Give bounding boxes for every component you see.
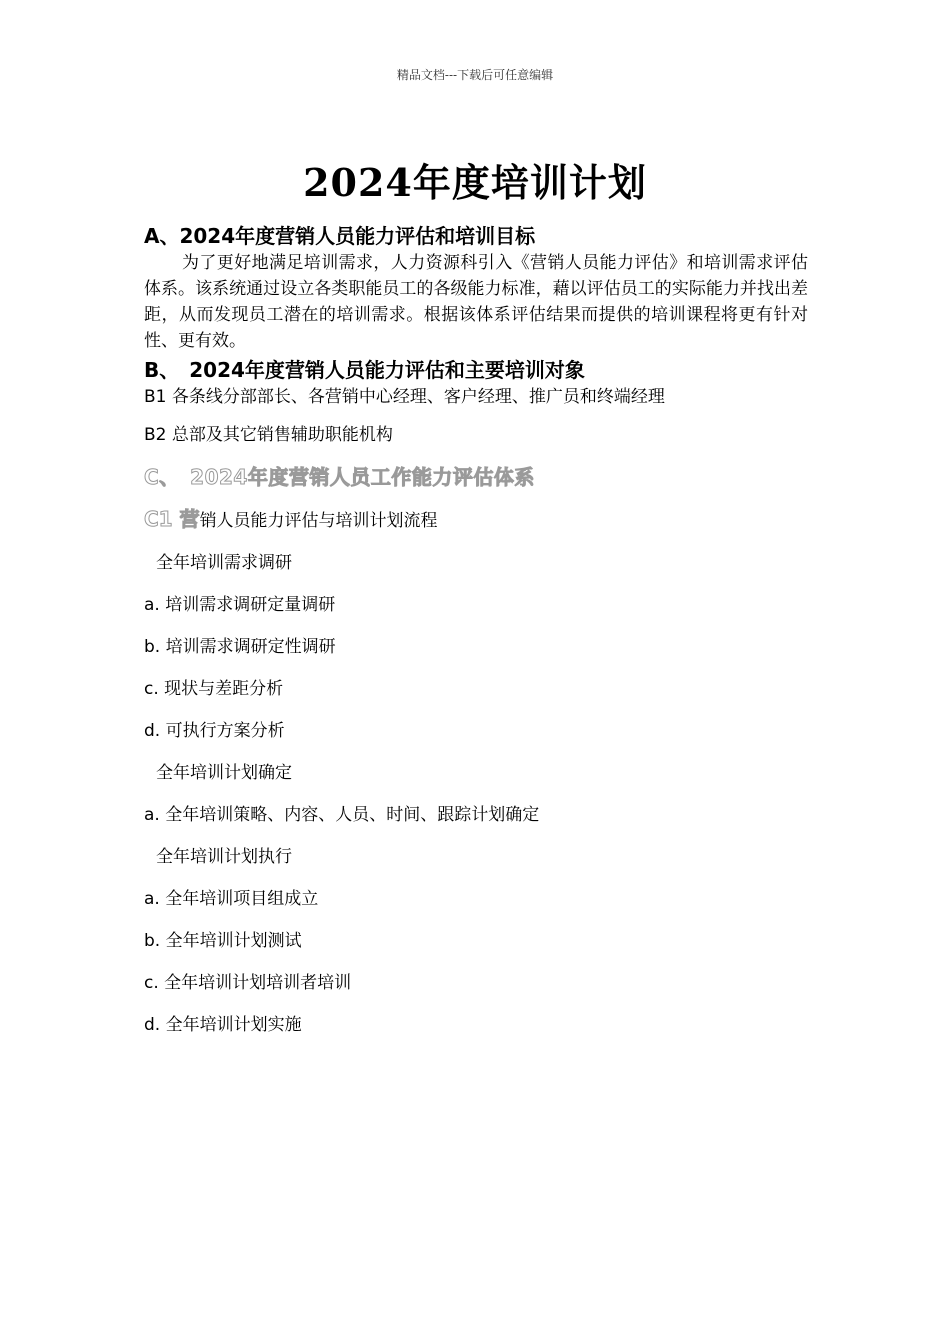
section-a-heading: A、2024年度营销人员能力评估和培训目标: [144, 224, 536, 248]
document-title: 2024年度培训计划: [303, 160, 647, 205]
group-3-item: a. 全年培训项目组成立: [144, 889, 319, 909]
group-1-item: d. 可执行方案分析: [144, 721, 285, 741]
group-3-item: d. 全年培训计划实施: [144, 1015, 302, 1035]
section-a-paragraph: 为了更好地满足培训需求，人力资源科引入《营销人员能力评估》和培训需求评估体系。该系统通过设立各类职能员工的各级能力标准，藉以评估员工的实际能力并找出差距，从而发现员工潜在的培训需求。根据该体系评估结果而提供的培训课程将更有针对性、更有效。: [144, 253, 808, 351]
group-3-title: 全年培训计划执行: [156, 847, 292, 867]
section-b2-line: B2 总部及其它销售辅助职能机构: [144, 425, 393, 445]
section-b1-line: B1 各条线分部部长、各营销中心经理、客户经理、推广员和终端经理: [144, 387, 665, 407]
header-note: 精品文档---下载后可任意编辑: [396, 68, 554, 82]
section-c1-line: [144, 508, 808, 532]
document-body: [144, 222, 808, 1036]
section-b-heading: B、 2024年度营销人员能力评估和主要培训对象: [144, 358, 585, 382]
group-1-item: b. 培训需求调研定性调研: [144, 637, 336, 657]
group-3-item: c. 全年培训计划培训者培训: [144, 973, 352, 993]
group-3-item: b. 全年培训计划测试: [144, 931, 302, 951]
group-1-item: a. 培训需求调研定量调研: [144, 595, 336, 615]
group-2-item: a. 全年培训策略、内容、人员、时间、跟踪计划确定: [144, 805, 540, 825]
section-c1-prefix: C1 营: [144, 507, 200, 531]
group-2-title: 全年培训计划确定: [156, 763, 292, 783]
group-1-title: 全年培训需求调研: [156, 553, 292, 573]
group-1-item: c. 现状与差距分析: [144, 679, 284, 699]
section-c1-text: 销人员能力评估与培训计划流程: [199, 511, 438, 531]
section-c-heading: C、 2024年度营销人员工作能力评估体系: [144, 465, 535, 489]
